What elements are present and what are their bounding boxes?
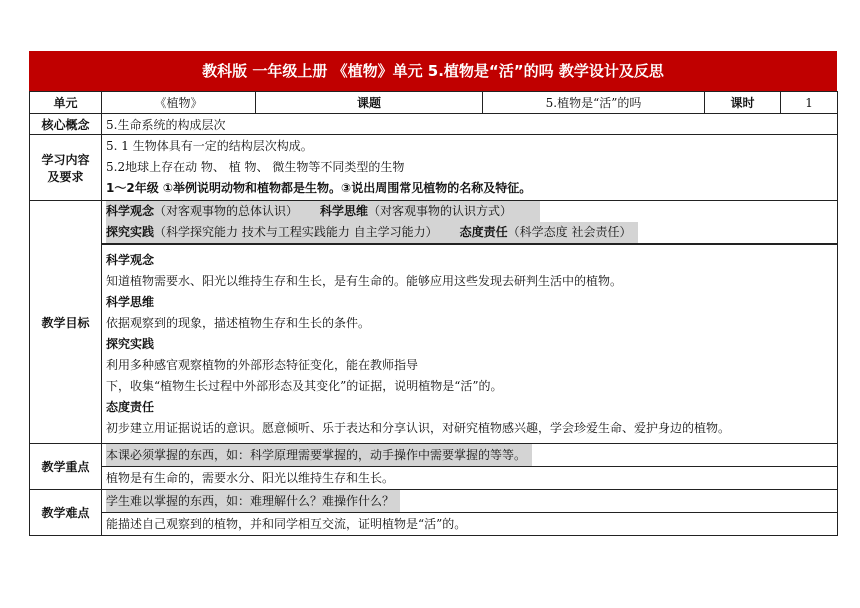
learning-line-3: 1～2年级 ①举例说明动物和植物都是生物。③说出周围常见植物的名称及特征。 [106,181,532,195]
legend-inquiry: 探究实践（科学探究能力 技术与工程实践能力 自主学习能力） 态度责任（科学态度 社会责任） [106,222,638,243]
core-concept-label: 核心概念 [30,114,102,135]
learning-content [102,135,838,201]
hours-label: 课时 [705,92,781,114]
key-points-label: 教学重点 [30,444,102,490]
lesson-value: 5.植物是“活”的吗 [483,92,705,114]
learning-label [30,135,102,201]
document-title: 教科版 一年级上册 《植物》单元 5.植物是“活”的吗 教学设计及反思 [29,51,837,91]
key-points-text: 植物是有生命的，需要水分、阳光以维持生存和生长。 [106,471,395,485]
learning-label-line2: 及要求 [47,169,84,184]
difficulties-content [102,490,838,536]
goals-content [102,245,838,444]
thinking-text: 依据观察到的现象，描述植物生存和生长的条件。 [106,315,371,330]
hours-value: 1 [781,92,838,114]
concept-text: 知道植物需要水、阳光以维持生存和生长，是有生命的。能够应用这些发现去研判生活中的植物。 [106,273,623,288]
lesson-plan-table [29,91,838,536]
attitude-text: 初步建立用证据说话的意识。愿意倾听、乐于表达和分享认识，对研究植物感兴趣，学会珍爱生命、爱护身边的植物。 [106,420,731,435]
learning-label-line1: 学习内容 [41,152,90,167]
thinking-heading: 科学思维 [106,294,155,309]
goals-content-row [30,245,838,444]
key-points-row [30,444,838,490]
key-points-hint: 本课必须掌握的东西，如：科学原理需要掌握的，动手操作中需要掌握的等等。 [106,444,532,466]
core-concept-row [30,114,838,135]
goals-legend-row [30,201,838,245]
unit-value: 《植物》 [102,92,256,114]
header-row [30,92,838,114]
concept-heading: 科学观念 [106,252,155,267]
learning-line-2: 5.2地球上存在动 物、 植 物、 微生物等不同类型的生物 [106,160,405,174]
inquiry-heading: 探究实践 [106,336,155,351]
difficulties-row [30,490,838,536]
unit-label: 单元 [30,92,102,114]
goals-label: 教学目标 [30,201,102,444]
difficulties-hint: 学生难以掌握的东西，如：难理解什么？难操作什么？ [106,490,400,512]
inquiry-text-1: 利用多种感官观察植物的外部形态特征变化，能在教师指导 [106,357,419,372]
goals-legend [102,201,838,245]
difficulties-label: 教学难点 [30,490,102,536]
core-concept-value: 5.生命系统的构成层次 [102,114,838,135]
lesson-plan-sheet [29,51,837,536]
learning-row [30,135,838,201]
lesson-label: 课题 [256,92,483,114]
inquiry-text-2: 下，收集“植物生长过程中外部形态及其变化”的证据，说明植物是“活”的。 [106,378,503,393]
attitude-heading: 态度责任 [106,399,155,414]
difficulties-text: 能描述自己观察到的植物，并和同学相互交流，证明植物是“活”的。 [106,517,467,531]
key-points-content [102,444,838,490]
learning-line-1: 5. 1 生物体具有一定的结构层次构成。 [106,139,313,153]
legend-concept: 科学观念（对客观事物的总体认识） 科学思维（对客观事物的认识方式） [106,201,540,222]
